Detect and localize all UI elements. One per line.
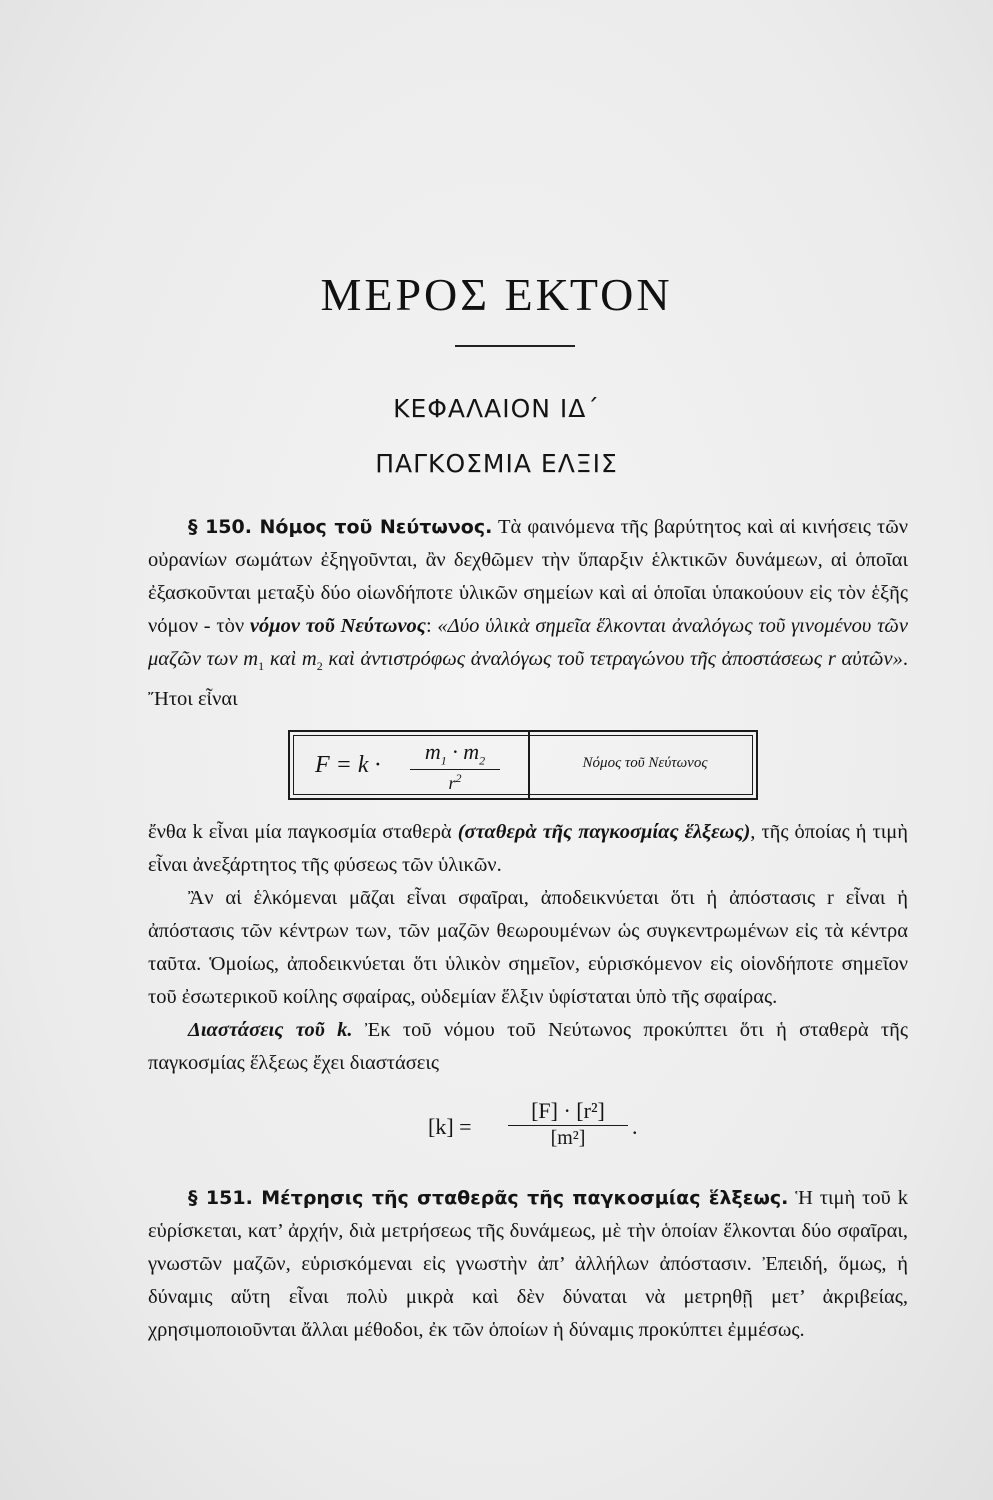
- formula-lhs: F = k ·: [315, 752, 381, 778]
- section-150-text2: :: [425, 615, 438, 637]
- newton-law-name: νόμον τοῦ Νεύτωνος: [249, 615, 426, 637]
- chapter-title: ΠΑΓΚΟΣΜΙΑ ΕΛΞΙΣ: [375, 449, 618, 478]
- formula-numerator-a: m: [424, 739, 441, 764]
- after-formula-text1: ἔνθα k εἶναι μία παγκοσμία σταθερὰ: [148, 821, 458, 843]
- dimensions-fraction: [508, 1098, 628, 1150]
- law-statement-c: καὶ ἀντιστρόφως ἀναλόγως τοῦ τετραγώνου τῆς ἀποστάσεως r αὐτῶν»: [322, 648, 903, 670]
- dimensions-formula: [428, 1098, 668, 1158]
- section-151-paragraph: [148, 1182, 908, 1347]
- section-151-heading: § 151. Μέτρησις τῆς σταθερᾶς τῆς παγκοσμίας ἕλξεως.: [188, 1187, 789, 1209]
- dimensions-numerator: [F] · [r²]: [531, 1098, 605, 1123]
- law-statement-a: «Δύο ὑλικὰ σημεῖα ἕλκονται ἀναλόγως τοῦ γινομένου τῶν μαζῶν των m: [148, 615, 908, 670]
- formula-numerator-b: · m: [446, 739, 480, 764]
- formula-box-divider: [528, 732, 530, 798]
- spheres-paragraph: Ἂν αἱ ἑλκόμεναι μᾶζαι εἶναι σφαῖραι, ἀποδεικνύεται ὅτι ἡ ἀπόστασις r εἶναι ἡ ἀπόστασις τῶν κέντρων των, τῶν μαζῶν θεωρουμένων ὡς συγκεντρωμένων εἰς τὰ κέντρα ταῦτα. Ὁμοίως, ἀποδεικνύεται ὅτι ὑλικὸν σημεῖον, εὑρισκόμενον εἰς οἱονδήποτε σημεῖον τοῦ ἐσωτερικοῦ κοίλης σφαίρας, οὐδεμίαν ἕλξιν ὑφίσταται ὑπὸ τῆς σφαίρας.: [148, 887, 908, 1008]
- section-150-paragraph: § 150. Νόμος τοῦ Νεύτωνος. Τὰ φαινόμενα τῆς βαρύτητος καὶ αἱ κινήσεις τῶν οὐρανίων σωμάτων ἐξηγοῦνται, ἂν δεχθῶμεν τὴν ὕπαρξιν ἑλκτικῶν δυνάμεων, αἱ ὁποῖαι ἐξασκοῦνται μεταξὺ δύο οἱωνδήποτε ὑλικῶν σημείων καὶ αἱ ὁποῖαι ὑπακούουν εἰς τὸν ἑξῆς νόμον - τὸν νόμον τοῦ Νεύτωνος: «Δύο ὑλικὰ σημεῖα ἕλκονται ἀναλόγως τοῦ γινομένου τῶν μαζῶν των $m_1$ καὶ $m_2$ καὶ ἀντιστρόφως ἀναλόγως τοῦ τετραγώνου τῆς ἀποστάσεως r αὐτῶν». Ἤτοι εἶναι: [148, 516, 908, 711]
- chapter-number: ΚΕΦΑΛΑΙΟΝ ΙΔ΄: [393, 394, 600, 423]
- section-150-text1: Τὰ φαινόμενα τῆς βαρύτητος καὶ αἱ κινήσεις τῶν οὐρανίων σωμάτων ἐξηγοῦνται, ἂν δεχθῶμεν τὴν ὕπαρξιν ἑλκτικῶν δυνάμεων, αἱ ὁποῖαι ἐξασκοῦνται μεταξὺ δύο οἱωνδήποτε ὑλικῶν σημείων καὶ αἱ ὁποῖαι ὑπακούουν εἰς τὸν ἑξῆς νόμον - τὸν: [148, 516, 908, 637]
- section-151-text: Ἡ τιμὴ τοῦ k εὑρίσκεται, κατ’ ἀρχήν, διὰ μετρήσεως τῆς δυνάμεως, μὲ τὴν ὁποίαν ἕλκονται δύο σφαῖραι, γνωστῶν μαζῶν, εὑρισκόμεναι εἰς γνωστὴν ἀπ’ ἀλλήλων ἀπόστασιν. Ἐπειδή, ὅμως, ἡ δύναμις αὕτη εἶναι πολὺ μικρὰ καὶ δὲν δύναται νὰ μετρηθῇ μετ’ ἀκριβείας, χρησιμοποιοῦνται ἄλλαι μέθοδοι, ἐκ τῶν ὁποίων ἡ δύναμις προκύπτει ἐμμέσως.: [148, 1187, 908, 1341]
- formula-fraction: $m_1 \cdot m_2$ $r^2$: [410, 739, 500, 794]
- newton-law-formula-box: [288, 730, 758, 800]
- after-formula-paragraph: [148, 816, 908, 1080]
- after-formula-text2: , τῆς ὁποίας ἡ τιμὴ εἶναι ἀνεξάρτητος τῆς φύσεως τῶν ὑλικῶν.: [148, 821, 908, 876]
- section-150-text3: . Ἤτοι εἶναι: [148, 648, 908, 711]
- dimensions-period: .: [632, 1114, 638, 1139]
- title-divider: [455, 345, 575, 347]
- section-150-heading: § 150. Νόμος τοῦ Νεύτωνος.: [188, 516, 493, 538]
- law-statement-b: καὶ m: [264, 648, 317, 670]
- formula-denominator: r: [448, 773, 456, 794]
- bleed-through-text: [140, 80, 880, 300]
- gravitational-constant-term: (σταθερὰ τῆς παγκοσμίας ἕλξεως): [457, 821, 751, 843]
- part-title: ΜΕΡΟΣ ΕΚΤΟΝ: [320, 269, 673, 320]
- dimensions-heading: Διαστάσεις τοῦ k.: [188, 1019, 353, 1041]
- dimensions-denominator: [m²]: [550, 1127, 586, 1149]
- newton-law-label: Νόμος τοῦ Νεύτωνος: [582, 755, 708, 771]
- dimensions-text: Ἐκ τοῦ νόμου τοῦ Νεύτωνος προκύπτει ὅτι ἡ σταθερὰ τῆς παγκοσμίας ἕλξεως ἔχει διαστάσεις: [148, 1019, 908, 1074]
- dimensions-lhs: [k] =: [428, 1114, 472, 1139]
